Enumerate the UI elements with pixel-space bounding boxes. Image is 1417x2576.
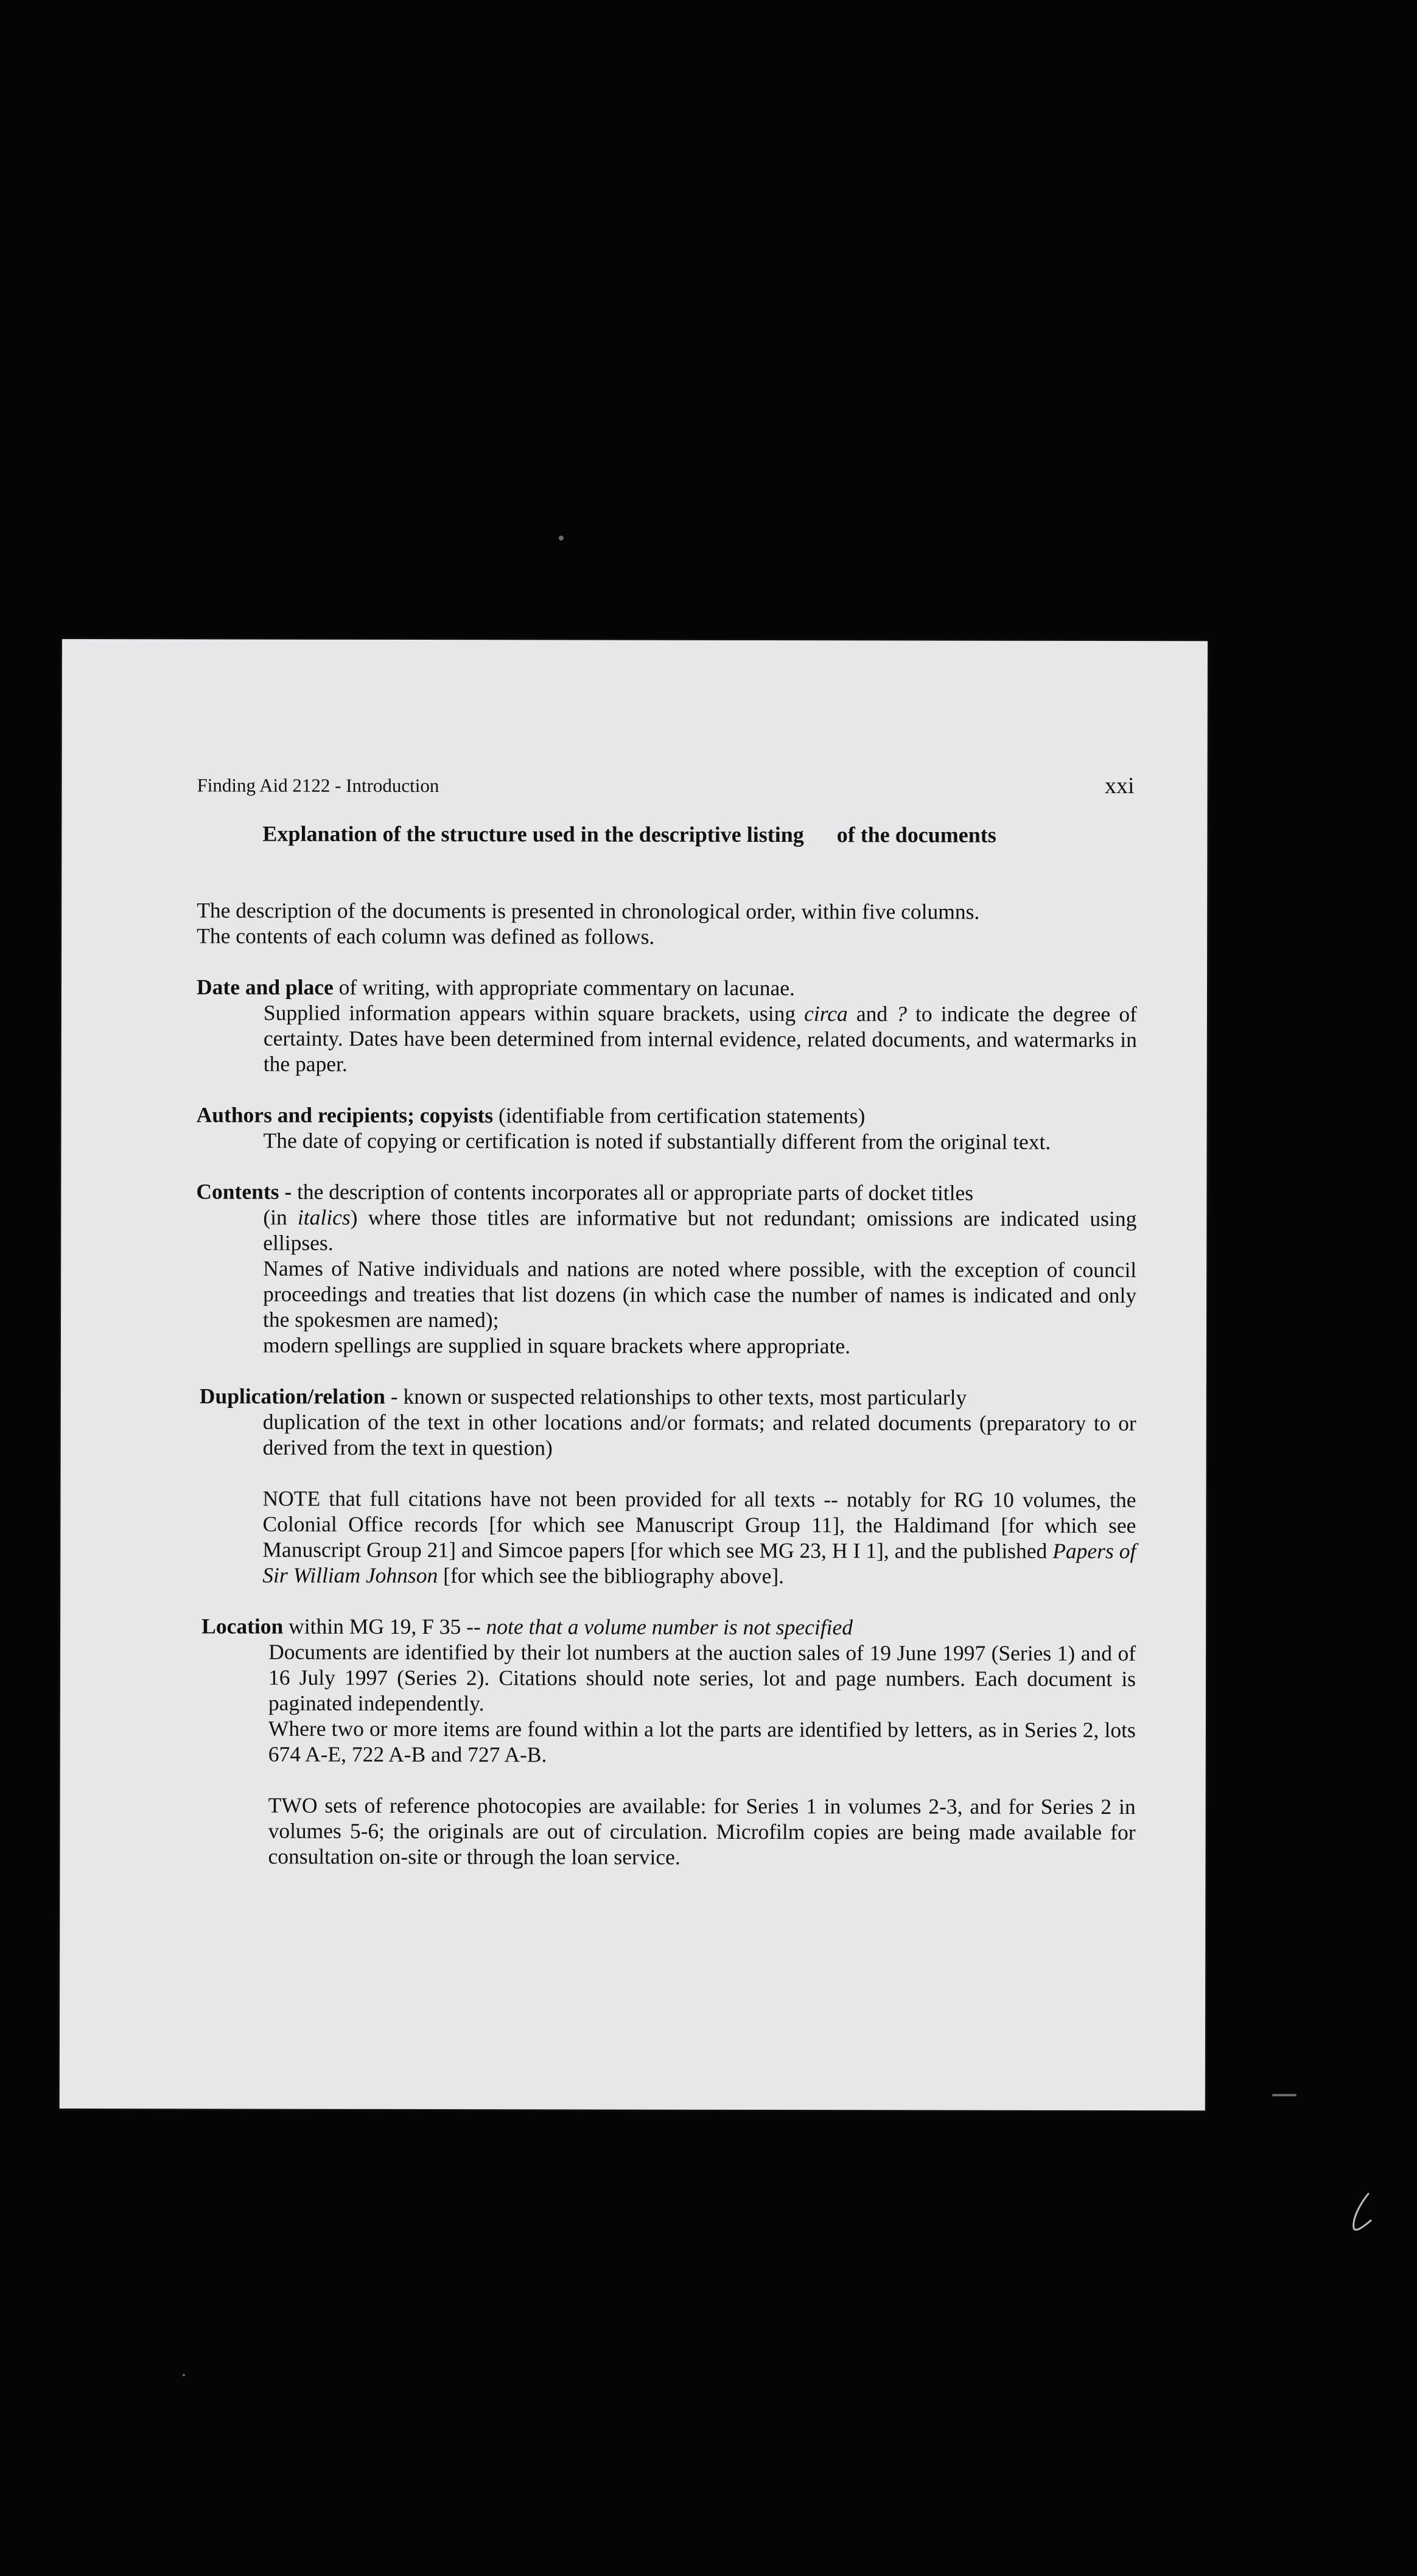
section-heading-rest: of writing, with appropriate commentary on lacunae. <box>333 975 795 1001</box>
page-title <box>262 821 996 848</box>
italic-term: ? <box>896 1001 908 1026</box>
italic-term: italics <box>297 1205 351 1230</box>
italic-term: circa <box>804 1001 848 1026</box>
text-run: NOTE that full citations have not been provided for all texts -- notably for RG 10 volumes, the Colonial Office records [for which see Manuscript Group 11], the Haldimand [for which see Manuscript Group 21] and Simcoe papers [for which see MG 23, H I 1], and the published <box>262 1486 1136 1563</box>
dust-speck <box>183 2374 185 2376</box>
section-text: Documents are identified by their lot numbers at the auction sales of 19 June 1997 (Series 1) and of 16 July 1997 (Series 2). Citations should note series, lot and page numbers. Each document is paginated independently. <box>268 1639 1136 1716</box>
section-heading: Location <box>201 1614 284 1639</box>
section-text: duplication of the text in other locations and/or formats; and related documents (preparatory to or derived from the text in question) <box>262 1409 1136 1460</box>
section-text: TWO sets of reference photocopies are available: for Series 1 in volumes 2-3, and for Series 2 in volumes 5-6; the originals are out of circulation. Microfilm copies are being made available for consultation on-site or through the loan service. <box>268 1793 1136 1869</box>
section-date-place <box>197 974 1137 1078</box>
document-body <box>195 897 1137 1896</box>
italic-title: Papers of Sir William Johnson <box>262 1538 1136 1588</box>
dust-speck <box>1272 2094 1296 2096</box>
page-header <box>197 771 1135 799</box>
check-mark-icon <box>1350 2191 1374 2234</box>
section-heading: Authors and recipients; copyists <box>196 1102 494 1128</box>
intro-line-2: The contents of each column was defined as follows. <box>197 923 655 949</box>
section-duplication <box>195 1383 1136 1589</box>
text-run: to indicate the degree of certainty. Dates have been determined from internal evidence, related documents, and watermarks in the paper. <box>263 1001 1137 1076</box>
title-part-2: of the documents <box>836 822 996 847</box>
text-run: ) where those titles are informative but not redundant; omissions are indicated using ellipses. <box>263 1205 1137 1255</box>
section-text: modern spellings are supplied in square brackets where appropriate. <box>262 1332 851 1359</box>
section-authors <box>197 1102 1137 1155</box>
section-heading-rest: the description of contents incorporates all or appropriate parts of docket titles <box>292 1179 974 1205</box>
section-heading-rest: within MG 19, F 35 -- <box>283 1614 486 1639</box>
dust-speck <box>559 536 564 541</box>
document-page <box>60 639 1208 2110</box>
text-run: [for which see the bibliography above]. <box>438 1563 785 1589</box>
text-run: Supplied information appears within square brackets, using <box>263 1000 805 1026</box>
section-location <box>195 1613 1136 1871</box>
section-text: Where two or more items are found within a lot the parts are identified by letters, as in Series 2, lots 674 A-E, 722 A-B and 727 A-B. <box>268 1716 1136 1767</box>
intro-line-1: The description of the documents is presented in chronological order, within five columns. <box>197 898 980 924</box>
section-contents <box>196 1178 1137 1359</box>
section-heading-italic: note that a volume number is not specified <box>486 1614 853 1640</box>
section-heading-rest: - known or suspected relationships to other texts, most particularly <box>385 1384 967 1410</box>
section-heading: Date and place <box>196 975 334 999</box>
section-heading-rest: (identifiable from certification statements) <box>493 1103 866 1129</box>
section-text: The date of copying or certification is noted if substantially different from the original text. <box>263 1128 1051 1154</box>
section-heading: Contents - <box>196 1179 292 1204</box>
section-heading: Duplication/relation <box>199 1384 385 1409</box>
section-note <box>262 1486 1136 1590</box>
page-number: xxi <box>1104 772 1135 799</box>
running-header: Finding Aid 2122 - Introduction <box>197 774 439 797</box>
text-run: (in <box>263 1205 298 1230</box>
text-run: and <box>847 1001 897 1026</box>
section-text <box>264 1000 1137 1079</box>
title-part-1: Explanation of the structure used in the descriptive listing <box>262 821 804 847</box>
section-text <box>263 1205 1136 1258</box>
section-text: Names of Native individuals and nations are noted where possible, with the exception of council proceedings and treaties that list dozens (in which case the number of names is indicated and only the spokesmen are named); <box>263 1256 1137 1332</box>
intro-paragraph <box>197 897 1137 950</box>
